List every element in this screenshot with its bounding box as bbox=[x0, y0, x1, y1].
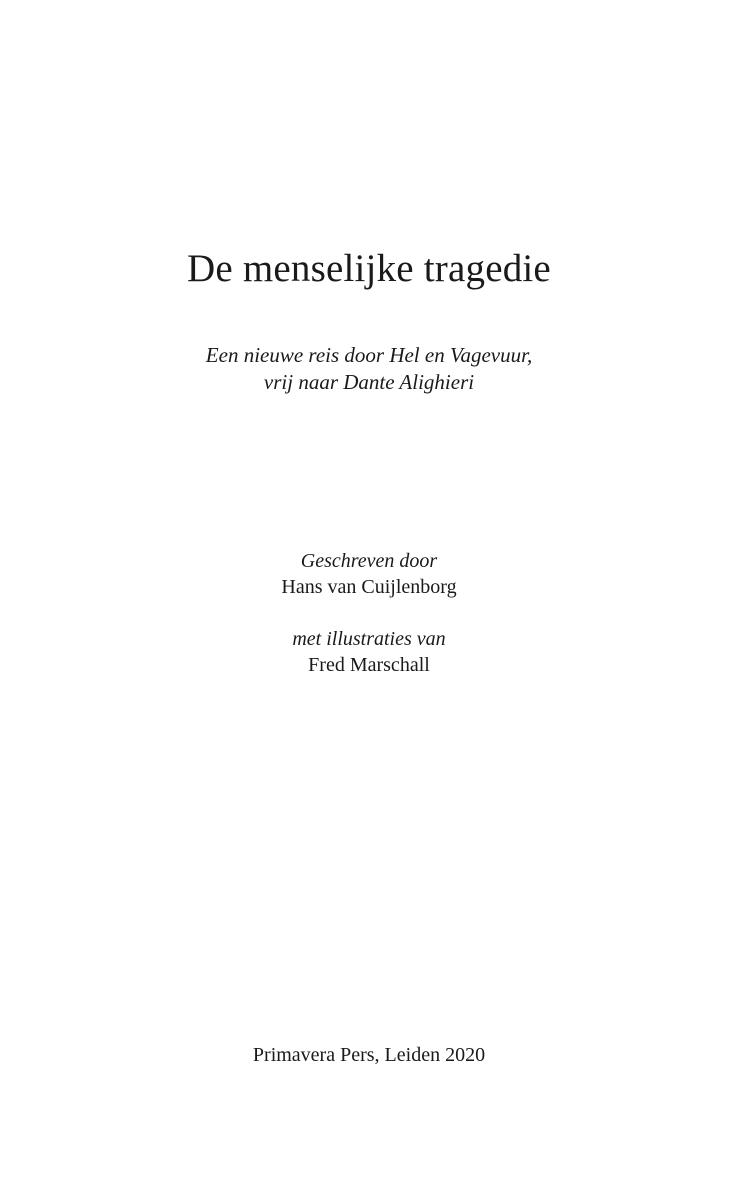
illustrator-name: Fred Marschall bbox=[308, 654, 430, 676]
subtitle-line-2: vrij naar Dante Alighieri bbox=[263, 370, 475, 394]
book-title: De menselijke tragedie bbox=[187, 247, 551, 290]
subtitle-line-1: Een nieuwe reis door Hel en Vagevuur, bbox=[205, 343, 533, 367]
publisher-imprint: Primavera Pers, Leiden 2020 bbox=[252, 1044, 486, 1066]
illustrator-label: met illustraties van bbox=[292, 628, 446, 650]
author-name: Hans van Cuijlenborg bbox=[281, 576, 457, 598]
author-label: Geschreven door bbox=[300, 550, 438, 572]
